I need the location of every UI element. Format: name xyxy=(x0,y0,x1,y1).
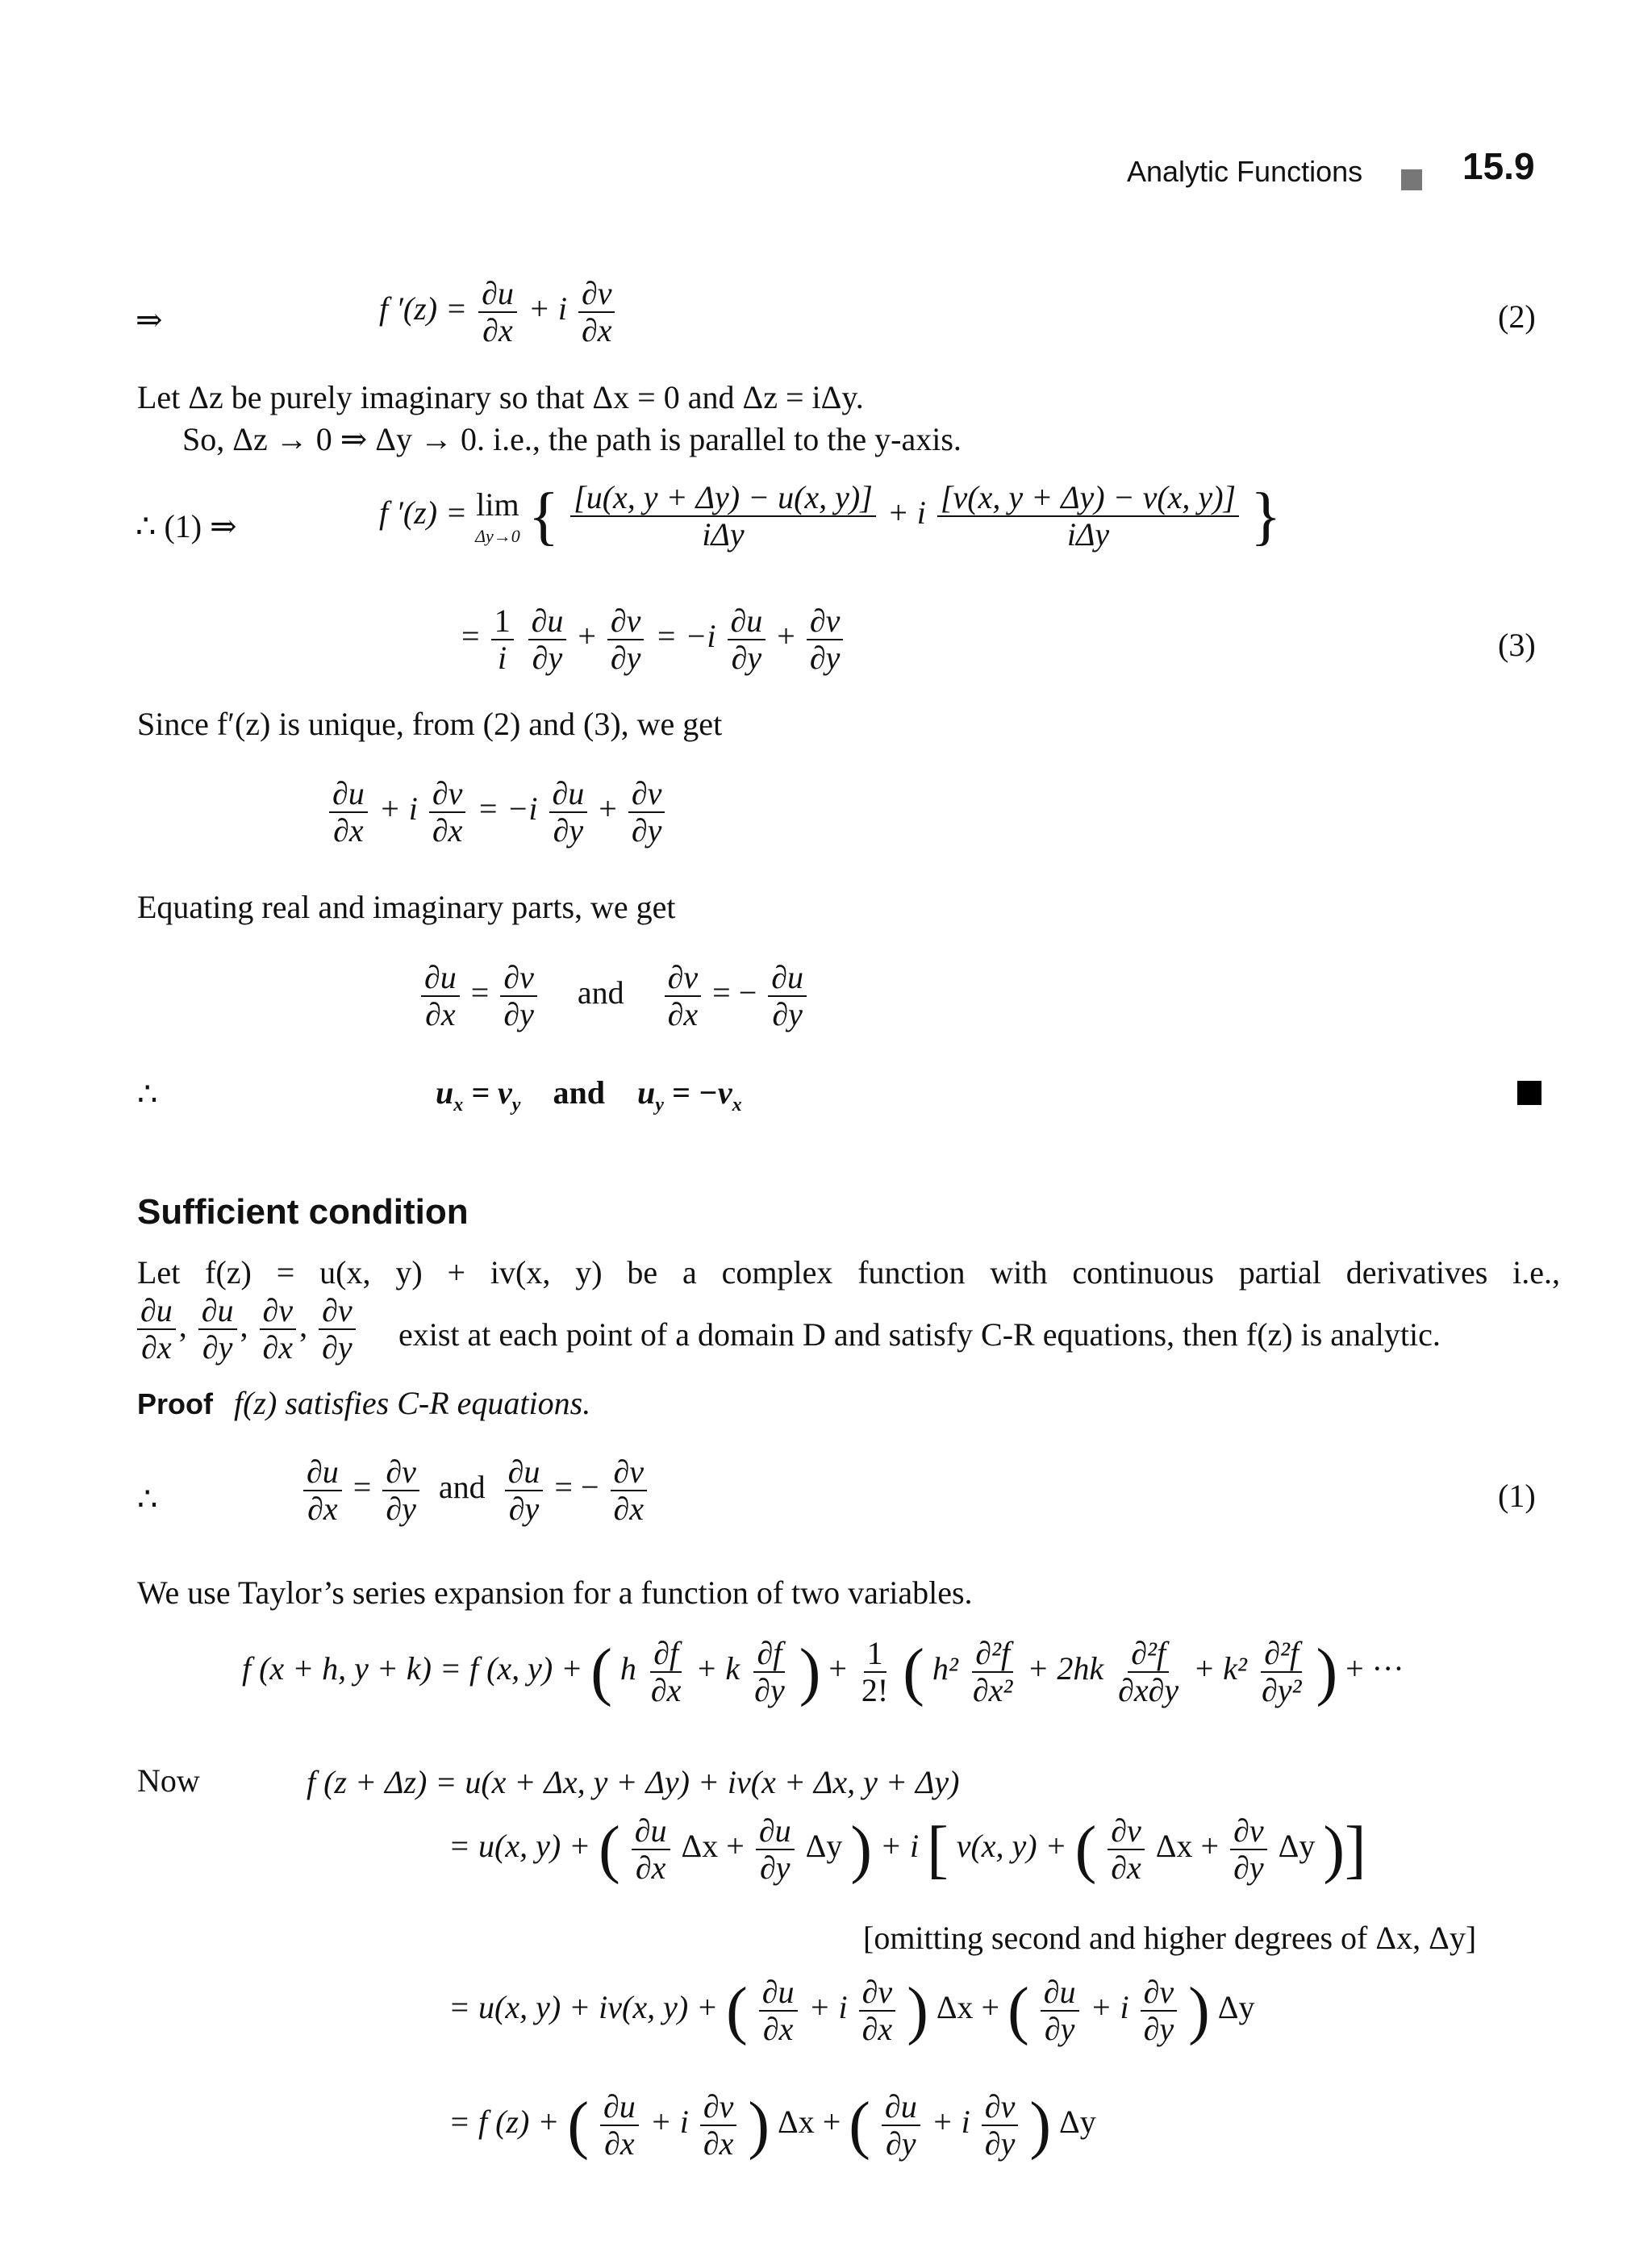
fraction: $\frac{\partial v}{\partial y}$ xyxy=(1141,1975,1178,2047)
fraction: $\frac{\partial v}{\partial y}$ xyxy=(382,1454,419,1527)
cr-combined-equation: $\frac{\partial u}{\partial x}$ + i $\frac{\partial v}{\partial x}$ = −i $\frac{\partial u}{\partial y}$ + $\frac{\partial v}{\partial y}$ xyxy=(326,776,668,849)
expansion-line-3: = u(x, y) + iv(x, y) + ( $\frac{\partial u}{\partial x}$ + i $\frac{\partial v}{\partial x}$ ) Δx + ( $\frac{\partial u}{\partial y}$ + i $\frac{\partial v}{\partial y}$ ) Δy xyxy=(448,1974,1255,2047)
cr-short-form: $u_x = v_y$ and $u_y = -v_x$ xyxy=(436,1074,742,1115)
fraction: $\frac{\partial u}{\partial y}$ xyxy=(505,1454,544,1527)
fraction: $\frac{\partial u}{\partial y}$ xyxy=(549,776,588,849)
fraction: $\frac{\partial v}{\partial y}$ xyxy=(982,2089,1019,2162)
equation-3: = $\frac{1}{i}$ $\frac{\partial u}{\partial y}$ + $\frac{\partial v}{\partial y}$ = −i $\frac{\partial u}{\partial y}$ + $\frac{\partial v}{\partial y}$ xyxy=(461,603,846,676)
equation-number: (1) xyxy=(1498,1478,1536,1514)
fraction: $\frac{\partial u}{\partial y}$ xyxy=(728,603,766,676)
equation-2 xyxy=(379,276,618,348)
square-icon xyxy=(1401,160,1422,200)
paragraph-line: Let Δz be purely imaginary so that Δx = 0 and Δz = iΔy. xyxy=(137,379,864,415)
fraction: $\frac{\partial f}{\partial y}$ xyxy=(754,1635,785,1708)
qed-square-icon xyxy=(1517,1081,1541,1105)
paragraph-line: So, Δz → 0 ⇒ Δy → 0. i.e., the path is parallel to the y-axis. xyxy=(182,421,962,457)
fraction: $\frac{\partial u}{\partial y}$ xyxy=(198,1293,237,1366)
fraction: $\frac{\partial v}{\partial y}$ xyxy=(628,776,665,849)
fraction: $\frac{1}{i}$ xyxy=(491,603,514,676)
limit-operator: lim Δy→0 xyxy=(475,486,520,547)
equation-number: (2) xyxy=(1498,298,1536,335)
therefore-symbol: ∴ xyxy=(137,1076,158,1112)
fraction: $\frac{\partial v}{\partial x}$ xyxy=(611,1454,648,1527)
cr-equations-1: $\frac{\partial u}{\partial x}$ = $\frac{\partial v}{\partial y}$ and $\frac{\partial u}{\partial y}$ = − $\frac{\partial v}{\partial x}$ xyxy=(300,1454,650,1527)
fraction: $\frac{\partial u}{\partial x}$ xyxy=(478,276,517,348)
expansion-line-2: = u(x, y) + ( $\frac{\partial u}{\partial x}$ Δx + $\frac{\partial u}{\partial y}$ Δy ) + i [ v(x, y) + ( $\frac{\partial v}{\partial x}$ Δx + $\frac{\partial v}{\partial y}$ Δy )] xyxy=(448,1812,1366,1886)
fraction: $\frac{\partial u}{\partial x}$ xyxy=(421,960,460,1032)
fraction: $\frac{\text{∂²f}}{\text{∂y²}}$ xyxy=(1261,1635,1302,1708)
fraction: $\frac{\partial v}{\partial x}$ xyxy=(700,2089,737,2162)
running-head-title: Analytic Functions xyxy=(1127,155,1363,188)
fraction: $\frac{\partial v}{\partial x}$ xyxy=(1108,1813,1145,1886)
fraction: $\frac{\partial u}{\partial y}$ xyxy=(756,1813,795,1886)
plus-i: + i xyxy=(528,290,567,327)
fraction: $\frac{\text{∂²f}}{\text{∂x²}}$ xyxy=(972,1635,1013,1708)
fraction: $\frac{\partial v}{\partial y}$ xyxy=(319,1293,356,1366)
implies-symbol: ⇒ xyxy=(136,302,163,338)
proof-text: f(z) satisfies C-R equations. xyxy=(234,1385,591,1421)
omitting-note: [omitting second and higher degrees of Δx, Δy] xyxy=(863,1920,1477,1956)
fraction: $\frac{\partial u}{\partial y}$ xyxy=(528,603,567,676)
fraction: $\frac{\partial v}{\partial y}$ xyxy=(1230,1813,1267,1886)
fraction: $\frac{\partial v}{\partial y}$ xyxy=(500,960,537,1032)
expansion-line-1: f (z + Δz) = u(x + Δx, y + Δy) + iv(x + Δx, y + Δy) xyxy=(307,1764,960,1800)
fraction: $\frac{\partial f}{\partial x}$ xyxy=(650,1635,682,1708)
proof-label: Proof xyxy=(137,1387,213,1420)
fraction: $\frac{\partial u}{\partial x}$ xyxy=(329,776,368,849)
equation-number: (3) xyxy=(1498,627,1536,663)
fraction: $\frac{\partial v}{\partial x}$ xyxy=(429,776,466,849)
therefore-symbol: ∴ xyxy=(137,1481,158,1517)
fraction: $\frac{\partial v}{\partial x}$ xyxy=(578,276,615,348)
taylor-series: f (x + h, y + k) = f (x, y) + ( h $\frac{\partial f}{\partial x}$ + k $\frac{\partial f}{\partial y}$ ) + $\frac{1}{2!}$ ( h² $\frac{\text{∂²f}}{\text{∂x²}}$ + 2hk $\frac{\text{∂²f}}{\partial x\partial y}$ + k² $\frac{\text{∂²f}}{\text{∂y²}}$ ) + ··· xyxy=(242,1635,1404,1708)
limit-equation: f ′(z) = lim Δy→0 { $\frac{[u(x, y + \Delta y) - u(x, y)]}{\text{iΔy}}$ + i $\frac{[v(x, y + \Delta y) - v(x, y)]}{\text{iΔy}}$ } xyxy=(379,479,1282,553)
eq2-lhs: f ′(z) = xyxy=(379,290,468,327)
fraction: $\frac{\partial v}{\partial x}$ xyxy=(260,1293,297,1366)
fraction: $\frac{[v(x, y + \Delta y) - v(x, y)]}{\text{iΔy}}$ xyxy=(937,480,1239,553)
fraction: $\frac{\partial u}{\partial y}$ xyxy=(768,960,807,1032)
fraction: $\frac{\partial v}{\partial x}$ xyxy=(665,960,702,1032)
partials-list: $\frac{\partial u}{\partial x}$ , $\frac{\partial u}{\partial y}$ , $\frac{\partial v}{\partial x}$ , $\frac{\partial v}{\partial y}$ xyxy=(134,1293,359,1366)
fraction: $\frac{\partial u}{\partial y}$ xyxy=(882,2089,920,2162)
cr-equations: $\frac{\partial u}{\partial x}$ = $\frac{\partial v}{\partial y}$ and $\frac{\partial v}{\partial x}$ = − $\frac{\partial u}{\partial y}$ xyxy=(418,960,810,1032)
section-heading: Sufficient condition xyxy=(137,1192,469,1232)
paragraph-line: Let f(z) = u(x, y) + iv(x, y) be a complex function with continuous partial derivatives i.e., xyxy=(137,1254,1560,1291)
fraction: $\frac{\text{∂²f}}{\partial x\partial y}$ xyxy=(1118,1635,1179,1708)
expansion-line-4: = f (z) + ( $\frac{\partial u}{\partial x}$ + i $\frac{\partial v}{\partial x}$ ) Δx + ( $\frac{\partial u}{\partial y}$ + i $\frac{\partial v}{\partial y}$ ) Δy xyxy=(448,2088,1096,2162)
fraction: $\frac{\partial u}{\partial x}$ xyxy=(759,1975,798,2047)
fraction: $\frac{\partial v}{\partial y}$ xyxy=(607,603,645,676)
fraction: $\frac{\partial u}{\partial y}$ xyxy=(1041,1975,1079,2047)
page-number: 15.9 xyxy=(1462,145,1535,187)
fraction: $\frac{1}{2!}$ xyxy=(861,1635,889,1708)
now-label: Now xyxy=(137,1762,200,1799)
paragraph-line: Equating real and imaginary parts, we get xyxy=(137,889,676,925)
fraction: $\frac{\partial u}{\partial x}$ xyxy=(600,2089,639,2162)
paragraph-line: exist at each point of a domain D and satisfy C-R equations, then f(z) is analytic. xyxy=(398,1316,1441,1353)
paragraph-line: We use Taylor’s series expansion for a function of two variables. xyxy=(137,1574,973,1611)
fraction: $\frac{[u(x, y + \Delta y) - u(x, y)]}{\text{iΔy}}$ xyxy=(570,480,876,553)
fraction: $\frac{\partial u}{\partial x}$ xyxy=(303,1454,342,1527)
fraction: $\frac{\partial v}{\partial y}$ xyxy=(807,603,844,676)
therefore-implies: ∴ (1) ⇒ xyxy=(136,508,237,544)
paragraph-line: Since f′(z) is unique, from (2) and (3), we get xyxy=(137,706,723,742)
fraction: $\frac{\partial v}{\partial x}$ xyxy=(859,1975,896,2047)
fraction: $\frac{\partial u}{\partial x}$ xyxy=(632,1813,670,1886)
fraction: $\frac{\partial u}{\partial x}$ xyxy=(137,1293,176,1366)
